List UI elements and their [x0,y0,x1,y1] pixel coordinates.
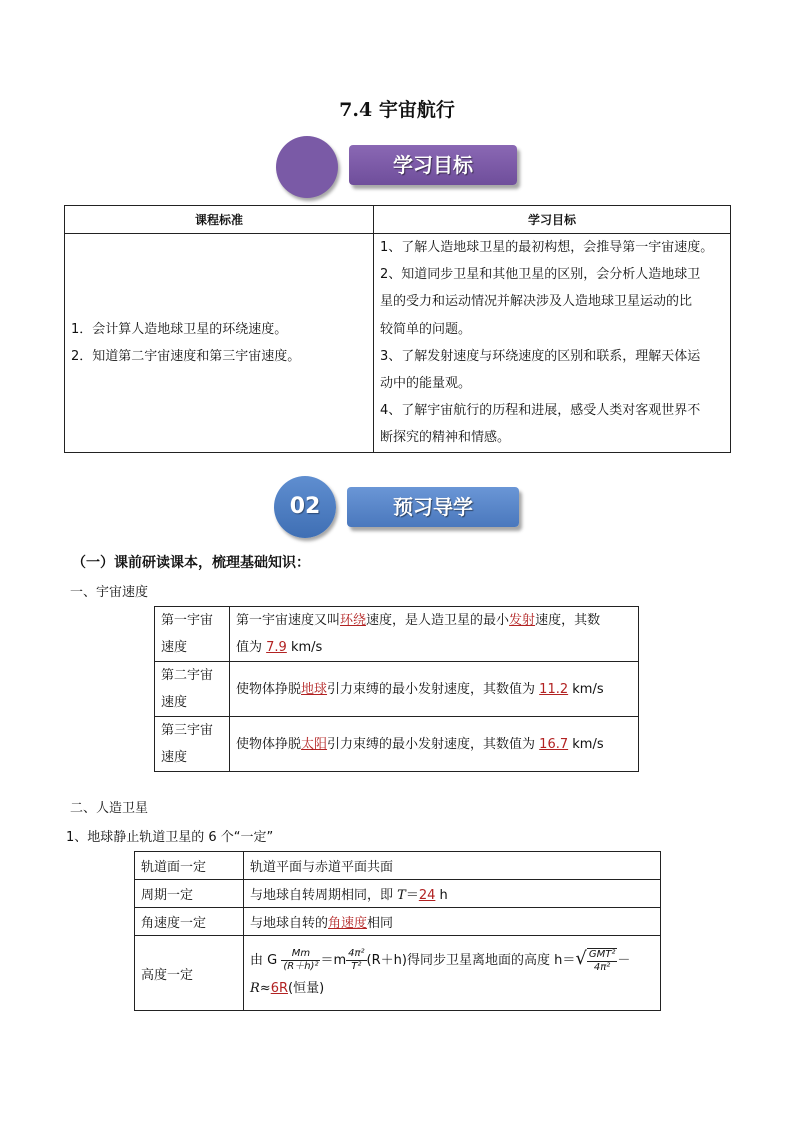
section-heading-cosmic-speed: 一、宇宙速度 [70,585,149,600]
row-content: 轨道平面与赤道平面共面 [244,852,661,880]
geo-satellite-table [134,851,661,1011]
goal-line: 断探究的精神和情感。 [380,430,511,446]
answer-blank: 发射 [509,613,536,628]
subsection-heading-geo: 1、地球静止轨道卫星的 6 个“一定” [66,830,274,845]
goal-line: 星的受力和运动情况并解决涉及人造地球卫星运动的比 [380,294,693,310]
table-row [135,908,661,936]
cosmic-speed-table [154,606,639,772]
table-row [155,717,639,772]
table-row [155,662,639,717]
answer-blank: 环绕 [340,613,367,628]
subheading: （一）课前研读课本，梳理基础知识： [72,555,310,571]
table-row [135,852,661,880]
row-header: 第二宇宙 速度 [155,662,230,717]
header-course-standard: 课程标准 [65,206,374,234]
table-row [135,936,661,1011]
learning-goals-cell [374,234,731,453]
row-content: 使物体挣脱太阳引力束缚的最小发射速度，其数值为 16.7 km/s [230,717,639,772]
fraction: $\frac{\text{4π²}}{\text{T²}}$ [348,948,365,972]
standard-item: 1．会计算人造地球卫星的环绕速度。 [71,321,288,337]
page-title: 7.4 宇宙航行 [339,99,455,121]
row-header: 轨道面一定 [135,852,244,880]
section-heading-satellites: 二、人造卫星 [70,801,149,816]
fraction: $\frac{Mm}{\text{(R＋h)²}}$ [283,948,319,972]
table-row [155,607,639,662]
answer-blank: 11.2 [539,681,569,697]
header-learning-goals: 学习目标 [374,206,731,234]
answer-blank: 太阳 [301,736,328,752]
section-number-badge: 02 [274,476,336,538]
row-content: 与地球自转周期相同，即 T＝24 h [244,880,661,908]
section-banner-learning-goals: 学习目标 [349,145,517,185]
goal-line: 2、知道同步卫星和其他卫星的区别，会分析人造地球卫 [380,267,701,283]
table-row [65,234,731,453]
fraction: $\frac{\text{GMT²}}{\text{4π²}}$ [588,948,616,973]
row-content: 第一宇宙速度又叫环绕速度，是人造卫星的最小发射速度，其数 值为 7.9 km/s [230,607,639,662]
table-header-row [65,206,731,234]
course-standards-cell [65,234,374,453]
answer-blank: 角速度 [328,916,368,931]
row-header: 第一宇宙 速度 [155,607,230,662]
goal-line: 动中的能量观。 [380,376,472,392]
answer-blank: 地球 [301,681,328,697]
section-banner-preview: 预习导学 [347,487,519,527]
goal-line: 1、了解人造地球卫星的最初构想，会推导第一宇宙速度。 [380,240,714,255]
row-content-formula: 由 G $\frac{Mm}{\text{(R＋h)²}}$ ＝m $\frac{\text{4π²}}{\text{T²}}$ (R＋h)得同步卫星离地面的高度 h＝√ $\frac{\text{GMT²}}{\text{4π²}}$ － R≈6R(恒量) [244,936,661,1011]
answer-blank: 24 [418,888,436,903]
row-header: 高度一定 [135,936,244,1011]
row-content: 使物体挣脱地球引力束缚的最小发射速度，其数值为 11.2 km/s [230,662,639,717]
section-badge-circle [276,136,338,198]
row-header: 周期一定 [135,880,244,908]
standard-item: 2．知道第二宇宙速度和第三宇宙速度。 [71,348,301,364]
goal-line: 较简单的问题。 [380,321,472,337]
row-header: 角速度一定 [135,908,244,936]
table-row [135,880,661,908]
answer-blank: 16.7 [539,736,569,752]
sqrt-symbol: √ [575,948,587,969]
row-content: 与地球自转的角速度相同 [244,908,661,936]
goal-line: 4、了解宇宙航行的历程和进展，感受人类对客观世界不 [380,403,701,419]
answer-blank: 6R [270,981,288,996]
answer-blank: 7.9 [266,640,287,655]
goal-line: 3、了解发射速度与环绕速度的区别和联系，理解天体运 [380,348,701,364]
objectives-table [64,205,731,453]
row-header: 第三宇宙 速度 [155,717,230,772]
